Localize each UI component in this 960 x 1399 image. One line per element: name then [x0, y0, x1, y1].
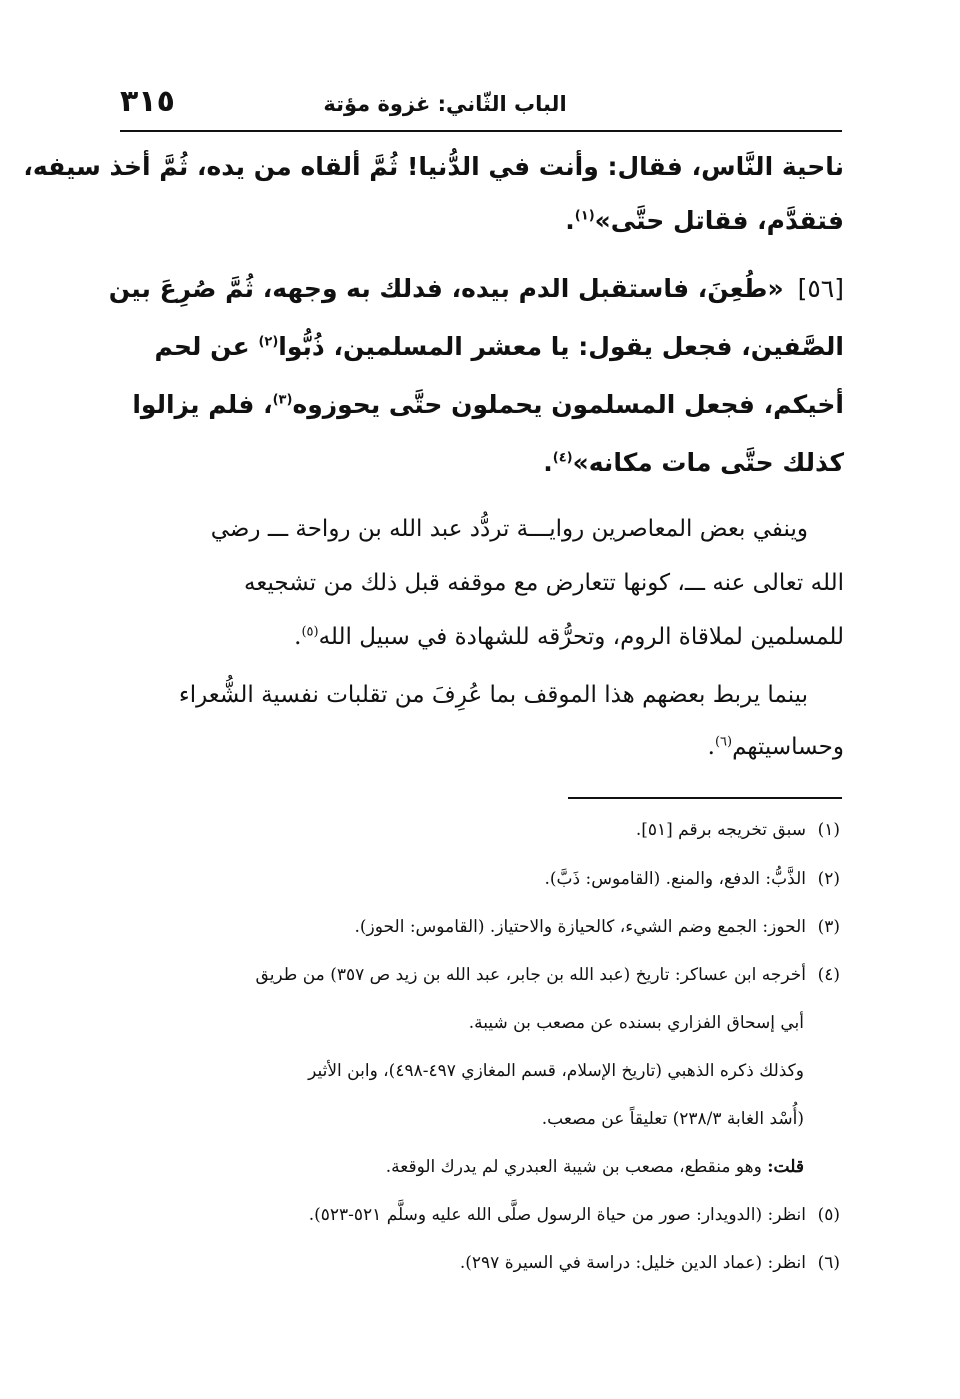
- footnote-number: (٥): [817, 1205, 840, 1225]
- footnote-5: [309, 1205, 840, 1225]
- footnote-number: (٣): [817, 917, 840, 937]
- running-title: الباب الثّاني: غزوة مؤتة: [323, 92, 567, 116]
- footnote-2: [545, 869, 840, 889]
- footnote-label: قلت:: [767, 1157, 804, 1177]
- footnote-1: [636, 820, 840, 840]
- footnote-4-note: [386, 1157, 804, 1177]
- body-text-run: ، فلم يزالوا: [132, 390, 273, 419]
- paragraph-1: [23, 152, 844, 272]
- page-number: ٣١٥: [120, 84, 175, 119]
- item-number: [٥٦]: [797, 274, 844, 303]
- header-rule: [120, 130, 842, 132]
- body-line: الله تعالى عنه ـــ، كونها تتعارض مع موقفه قبل ذلك من تشجيعه: [244, 570, 844, 596]
- footnote-ref: (٢): [258, 334, 279, 350]
- paragraph-2: [108, 274, 844, 494]
- footnote-4: [256, 965, 840, 985]
- footnote-text: أخرجه ابن عساكر: تاريخ (عبد الله بن جابر، عبد الله بن زيد ص ٣٥٧) من طريق: [255, 965, 806, 985]
- footnote-number: (٢): [817, 869, 840, 889]
- footnote-6: [460, 1253, 840, 1273]
- footnote-ref: (٤): [552, 450, 573, 466]
- body-text-run: الصَّفين، فجعل يقول: يا معشر المسلمين، ذُبُّوا: [278, 332, 844, 361]
- footnote-ref: (٣): [272, 392, 293, 408]
- body-text-run: للمسلمين لملاقاة الروم، وتحرُّقه للشهادة في سبيل الله: [318, 624, 844, 650]
- footnote-4-continuation: (أُسْد الغابة ٢٣٨/٣) تعليقاً عن مصعب.: [541, 1109, 804, 1129]
- body-line: [132, 390, 844, 419]
- body-text-run: فتقدَّم، فقاتل حتَّى»: [594, 206, 844, 235]
- body-text-run: كذلك حتَّى مات مكانه»: [572, 448, 844, 477]
- footnote-4-continuation: وكذلك ذكره الذهبي (تاريخ الإسلام، قسم المغازي ٤٩٧-٤٩٨)، وابن الأثير: [308, 1061, 804, 1081]
- body-line: [154, 332, 844, 361]
- body-line: وحساسيتهم$^{(٦)}$.: [707, 734, 844, 760]
- footnote-number: (٤): [817, 965, 840, 985]
- body-line: للمسلمين لملاقاة الروم، وتحرُّقه للشهادة في سبيل الله$^{(٥)}$.: [294, 624, 844, 650]
- footnote-text: الحوز: الجمع وضم الشيء، كالحيازة والاحتياز. (القاموس: الحوز).: [354, 917, 806, 937]
- body-line: وينفي بعض المعاصرين روايـــة تردُّد عبد الله بن رواحة ـــ رضي: [210, 516, 808, 542]
- body-text-run: عن لحم: [154, 332, 250, 361]
- body-line: فتقدَّم، فقاتل حتَّى»$^{(١)}$.: [565, 206, 844, 235]
- footnote-text: وهو منقطع، مصعب بن شيبة العبدري لم يدرك الوقعة.: [385, 1157, 768, 1177]
- footnote-3: [355, 917, 840, 937]
- footnote-ref: (٥): [301, 624, 319, 640]
- footnote-ref: (٦): [714, 734, 733, 750]
- footnote-text: الذَّبُّ: الدفع، والمنع. (القاموس: ذَبَّ).: [544, 869, 806, 889]
- footnote-number: (١): [817, 820, 840, 840]
- footnote-text: انظر: (عماد الدين خليل: دراسة في السيرة ٢٩٧).: [459, 1253, 806, 1273]
- footnote-ref: (١): [574, 208, 595, 224]
- body-line: كذلك حتَّى مات مكانه»$^{(٤)}$.: [543, 448, 844, 477]
- body-line: بينما يربط بعضهم هذا الموقف بما عُرِفَ من تقلبات نفسية الشُّعراء: [178, 682, 808, 708]
- footnote-4-continuation: أبي إسحاق الفزاري بسنده عن مصعب بن شيبة.: [468, 1013, 804, 1033]
- body-line: ناحية النَّاس، فقال: وأنت في الدُّنيا! ثُمَّ ألقاه من يده، ثُمَّ أخذ سيفه،: [23, 152, 844, 181]
- footnote-text: سبق تخريجه برقم [٥١].: [635, 820, 806, 840]
- footnote-rule: [568, 797, 842, 799]
- footnote-text: انظر: (الدويدار: صور من حياة الرسول صلَّى الله عليه وسلَّم ٥٢١-٥٢٣).: [308, 1205, 806, 1225]
- body-text-run: أخيكم، فجعل المسلمون يحملون حتَّى يحوزوه: [292, 390, 844, 419]
- body-line: [109, 274, 844, 303]
- footnote-number: (٦): [817, 1253, 840, 1273]
- paragraph-4: [118, 682, 844, 782]
- body-text-run: «طُعِنَ، فاستقبل الدم بيده، فدلك به وجهه، ثُمَّ صُرِعَ بين: [108, 274, 784, 303]
- body-text-run: وحساسيتهم: [732, 734, 844, 760]
- paragraph-3: [118, 516, 844, 666]
